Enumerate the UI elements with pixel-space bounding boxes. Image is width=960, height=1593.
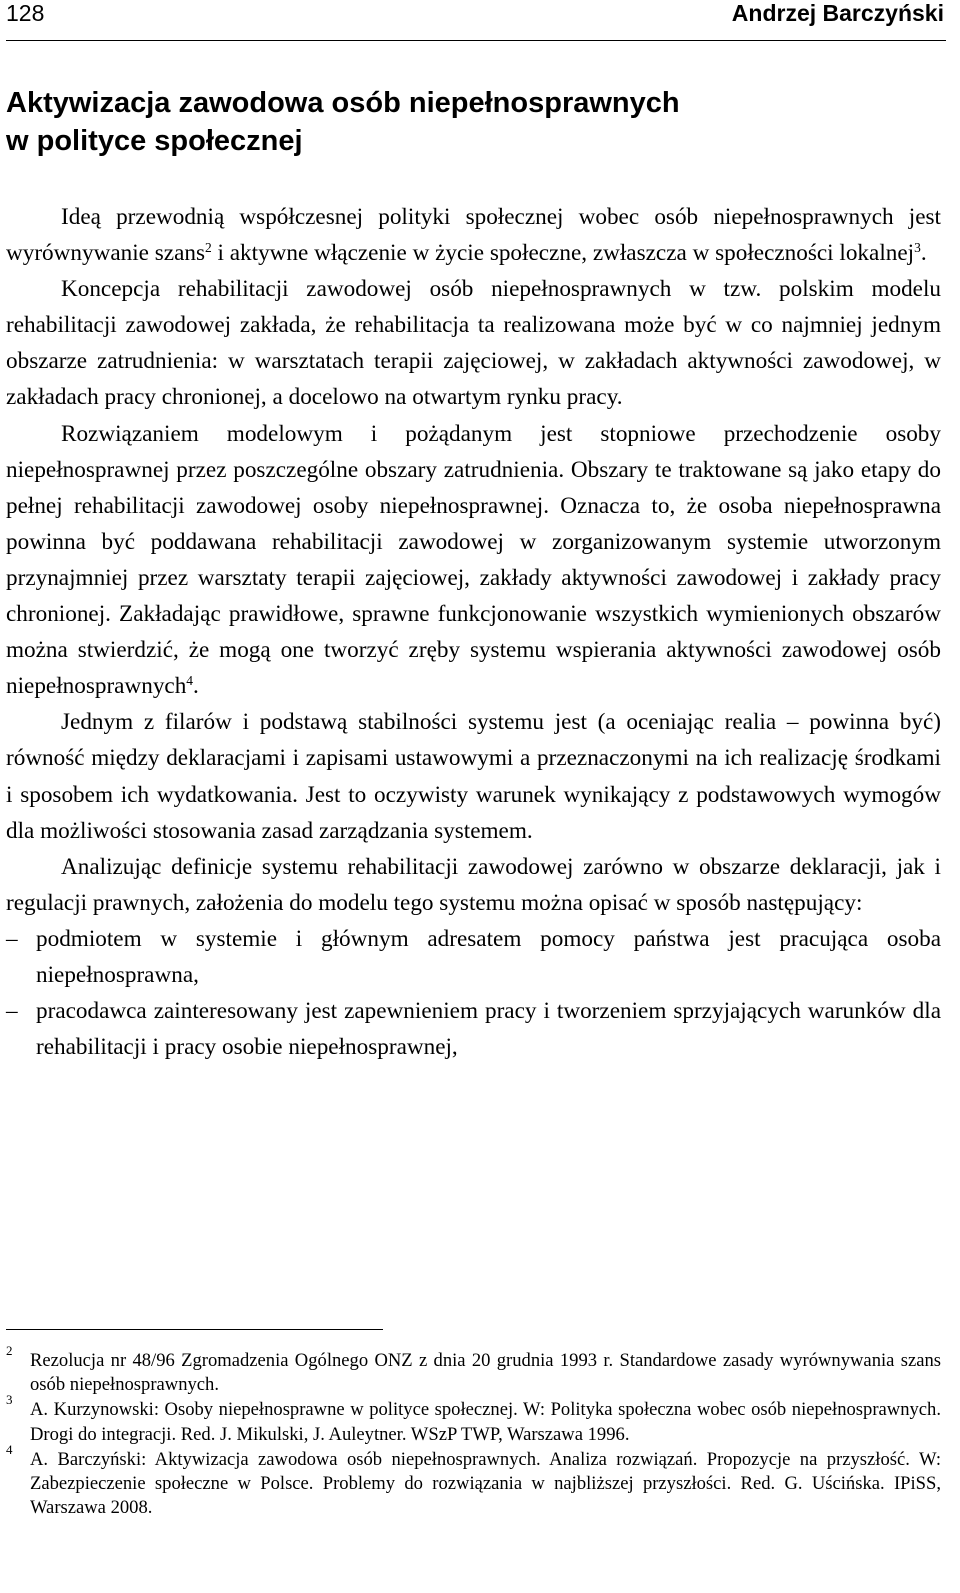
footnote-separator — [6, 1329, 383, 1330]
list-item-1 — [6, 921, 941, 993]
paragraph-4: Jednym z filarów i podstawą stabilności systemu jest (a oceniając realia – powinna być) równość między deklaracjami i zapisami ustawowymi a przeznaczonymi na ich realizację środkami i sposobem ich wydatkowania. Jest to oczywisty warunek wynikający z podstawowych wymogów dla możliwości stosowania zasad zarządzania systemem. — [6, 709, 941, 844]
list-item-1-text: podmiotem w systemie i głównym adresatem pomocy państwa jest pracująca osoba niepełnosprawna, — [36, 925, 941, 988]
section-title-line-1: Aktywizacja zawodowa osób niepełnosprawnych — [6, 87, 680, 119]
paragraph-1-text-b: i aktywne włączenie w życie społeczne, zwłaszcza w społeczności lokalnej — [211, 240, 915, 267]
dash-bullet: – — [6, 998, 18, 1025]
footnote-ref-3: 3 — [914, 240, 921, 256]
paragraph-5: Analizując definicje systemu rehabilitacji zawodowej zarówno w obszarze deklaracji, jak i regulacji prawnych, założenia do modelu tego systemu można opisać w sposób następujący: — [6, 853, 941, 916]
paragraph-2 — [6, 271, 941, 415]
paragraph-3 — [6, 416, 941, 705]
footnote-number: 2 — [6, 1343, 13, 1358]
paragraph-3-text-b: . — [193, 673, 199, 700]
paragraph-3-text-a: Rozwiązaniem modelowym i pożądanym jest stopniowe przechodzenie osoby niepełnosprawnej przez poszczególne obszary zatrudnienia. Obszary te traktowane są jako etapy do pełnej rehabilitacji zawodowej osoby niepełnosprawnej. Oznacza to, że osoba niepełnosprawna powinna być poddawana rehabilitacji zawodowej w zorganizowanym systemie utworzonym przynajmniej przez warsztaty terapii zajęciowej, zakłady aktywności zawodowej i zakłady pracy chronionej. Zakładając prawidłowe, sprawne funkcjonowanie wszystkich wymienionych obszarów można stwierdzić, że mogą one tworzyć zręby systemu wspierania aktywności zawodowej osób niepełnosprawnych — [6, 420, 941, 700]
paragraph-1-text-a: Ideą przewodnią współczesnej polityki społecznej wobec osób niepełnosprawnych jest wyrównywanie szans — [6, 204, 941, 267]
body-text — [6, 199, 941, 1065]
paragraph-2-text: Koncepcja rehabilitacji zawodowej osób niepełnosprawnych w tzw. polskim modelu rehabilitacji zawodowej zakłada, że rehabilitacja ta realizowana może być w co najmniej jednym obszarze zatrudnienia: w warsztatach terapii zajęciowej, w zakładach aktywności zawodowej, w zakładach pracy chronionej, a docelowo na otwartym rynku pracy. — [6, 276, 941, 411]
list-item-2 — [6, 993, 941, 1065]
footnote-ref-4: 4 — [186, 673, 194, 689]
page-number: 128 — [6, 0, 45, 26]
list-item-2-text: pracodawca zainteresowany jest zapewnieniem pracy i tworzeniem sprzyjających warunków dla rehabilitacji i pracy osobie niepełnosprawnej, — [36, 998, 941, 1061]
paragraph-1-text-c: . — [920, 240, 927, 267]
section-title — [6, 84, 906, 160]
paragraph-1 — [6, 199, 941, 271]
footnote-2 — [6, 1343, 941, 1397]
footnote-ref-2: 2 — [204, 240, 212, 256]
footnote-number: 4 — [6, 1441, 13, 1457]
running-header — [6, 0, 946, 41]
footnote-3 — [6, 1392, 941, 1446]
footnotes — [6, 1343, 941, 1521]
dash-bullet: – — [6, 925, 18, 952]
footnote-text: A. Kurzynowski: Osoby niepełnosprawne w polityce społecznej. W: Polityka społeczna wobec osób niepełnosprawnych. Drogi do integracji. Red. J. Mikulski, J. Auleytner. WSzP TWP, Warszawa 1996. — [30, 1399, 941, 1445]
footnote-number: 3 — [6, 1392, 13, 1408]
running-head-author: Andrzej Barczyński — [731, 0, 944, 26]
footnote-text: Rezolucja nr 48/96 Zgromadzenia Ogólnego ONZ z dnia 20 grudnia 1993 r. Standardowe zasady wyrównywania szans osób niepełnosprawnych. — [30, 1350, 941, 1396]
section-title-line-2: w polityce społecznej — [6, 125, 303, 157]
footnote-text: A. Barczyński: Aktywizacja zawodowa osób niepełnosprawnych. Analiza rozwiązań. Propozycje na przyszłość. W: Zabezpieczenie społeczne w Polsce. Problemy do rozwiązania w najbliższej przyszłości. Red. G. Uścińska. IPiSS, Warszawa 2008. — [30, 1448, 941, 1519]
footnote-4 — [6, 1441, 941, 1521]
